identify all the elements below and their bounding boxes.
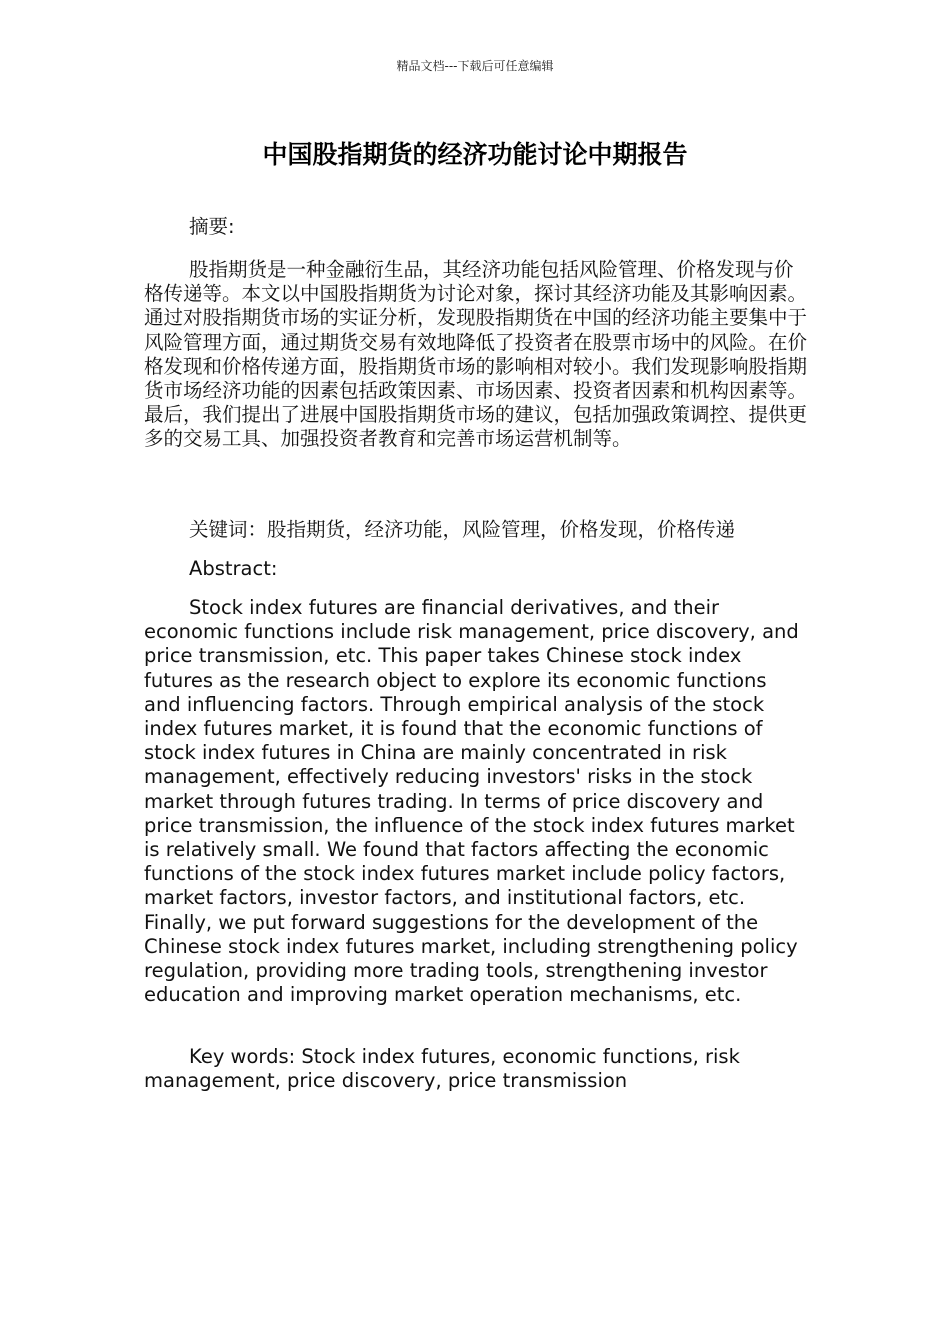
header-note: 精品文档---下载后可任意编辑: [396, 59, 554, 73]
abstract-cn-paragraph: 股指期货是一种金融衍生品，其经济功能包括风险管理、价格发现与价格传递等。本文以中国股指期货为讨论对象，探讨其经济功能及其影响因素。通过对股指期货市场的实证分析，发现股指期货在中国的经济功能主要集中于风险管理方面，通过期货交易有效地降低了投资者在股票市场中的风险。在价格发现和价格传递方面，股指期货市场的影响相对较小。我们发现影响股指期货市场经济功能的因素包括政策因素、市场因素、投资者因素和机构因素等。最后，我们提出了进展中国股指期货市场的建议，包括加强政策调控、提供更多的交易工具、加强投资者教育和完善市场运营机制等。: [144, 258, 808, 451]
abstract-en-label: Abstract:: [189, 557, 278, 580]
keywords-cn: 关键词：股指期货，经济功能，风险管理，价格发现，价格传递: [189, 518, 736, 541]
abstract-en-paragraph: Stock index futures are financial derivatives, and their economic functions include risk management, price discovery, and price transmission, etc. This paper takes Chinese stock index futures as the research object to explore its economic functions and influencing factors. Through empirical analysis of the stock index futures market, it is found that the economic functions of stock index futures in China are mainly concentrated in risk management, effectively reducing investors' risks in the stock market through futures trading. In terms of price discovery and price transmission, the influence of the stock index futures market is relatively small. We found that factors affecting the economic functions of the stock index futures market include policy factors, market factors, investor factors, and institutional factors, etc. Finally, we put forward suggestions for the development of the Chinese stock index futures market, including strengthening policy regulation, providing more trading tools, strengthening investor education and improving market operation mechanisms, etc.: [144, 596, 799, 1007]
abstract-cn-label: 摘要:: [189, 215, 235, 238]
keywords-en: Key words: Stock index futures, economic functions, risk management, price discovery, price transmission: [144, 1045, 740, 1093]
document-title: 中国股指期货的经济功能讨论中期报告: [262, 140, 688, 169]
